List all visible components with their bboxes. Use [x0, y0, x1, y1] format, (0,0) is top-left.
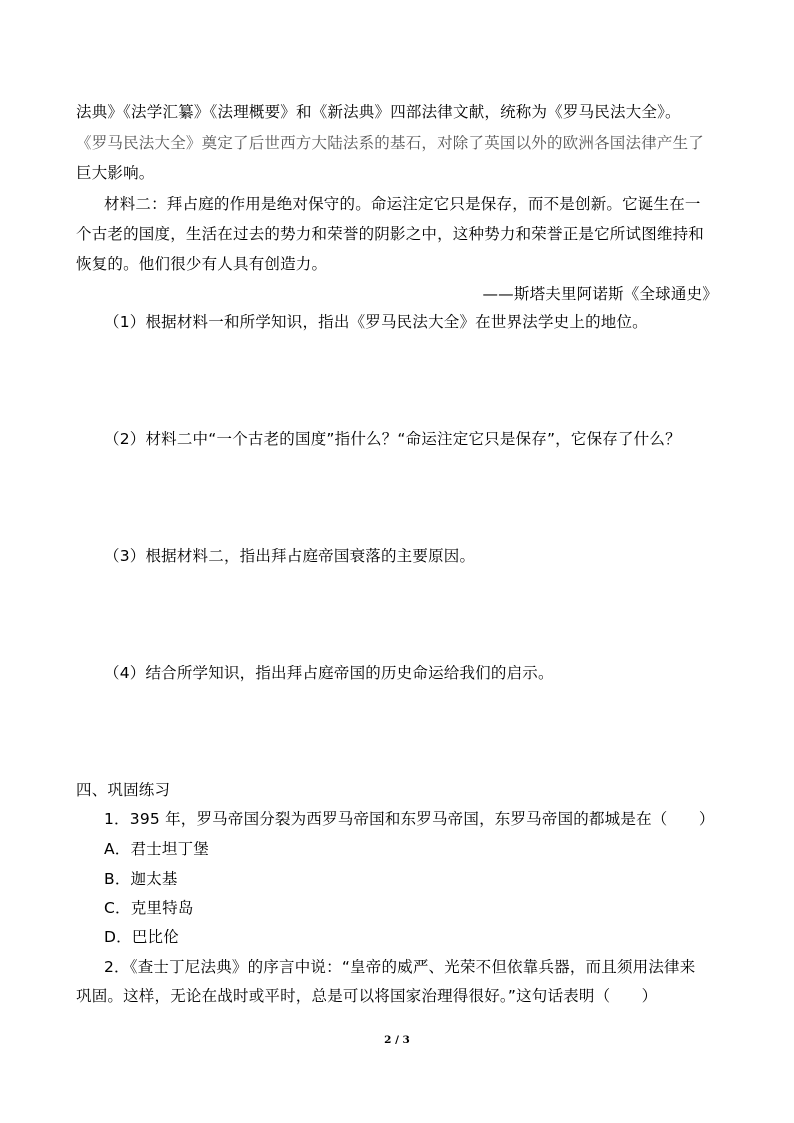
material1-text-line3: 巨大影响。: [76, 164, 155, 182]
exercise-2-stem-line1: 2．《查士丁尼法典》的序言中说：“皇帝的威严、光荣不但依靠兵器，而且须用法律来: [104, 958, 696, 976]
section-4-heading: 四、巩固练习: [76, 781, 171, 799]
material1-text-line1: 法典》《法学汇纂》《法理概要》和《新法典》四部法律文献，统称为《罗马民法大全》。: [76, 103, 681, 121]
material2-text-line2: 个古老的国度，生活在过去的势力和荣誉的阴影之中，这种势力和荣誉正是它所试图维持和: [76, 225, 705, 243]
exercise-2-stem-line2: 巩固。这样，无论在战时或平时，总是可以将国家治理得很好。”这句话表明（ ）: [76, 987, 658, 1005]
material2-text-line1: 材料二：拜占庭的作用是绝对保守的。命运注定它只是保存，而不是创新。它诞生在一: [104, 195, 701, 213]
exercise-1-option-c: C．克里特岛: [104, 899, 194, 917]
exercise-1-option-b: B．迦太基: [104, 870, 178, 888]
material2-text-line3: 恢复的。他们很少有人具有创造力。: [76, 255, 328, 273]
exercise-1-option-a: A．君士坦丁堡: [104, 840, 210, 858]
question-1: （1）根据材料一和所学知识，指出《罗马民法大全》在世界法学史上的地位。: [104, 313, 648, 331]
question-4: （4）结合所学知识，指出拜占庭帝国的历史命运给我们的启示。: [104, 664, 554, 682]
material2-source: ——斯塔夫里阿诺斯《全球通史》: [482, 285, 718, 303]
exercise-1-option-d: D．巴比伦: [104, 928, 179, 946]
material1-text-line2: 《罗马民法大全》奠定了后世西方大陆法系的基石，对除了英国以外的欧洲各国法律产生了: [76, 134, 705, 152]
question-2: （2）材料二中“一个古老的国度”指什么？“命运注定它只是保存”，它保存了什么？: [104, 430, 681, 448]
question-3: （3）根据材料二，指出拜占庭帝国衰落的主要原因。: [104, 547, 476, 565]
exercise-1-stem: 1．395 年，罗马帝国分裂为西罗马帝国和东罗马帝国，东罗马帝国的都城是在（ ）: [104, 810, 715, 828]
page-number: 2 / 3: [384, 1034, 410, 1046]
